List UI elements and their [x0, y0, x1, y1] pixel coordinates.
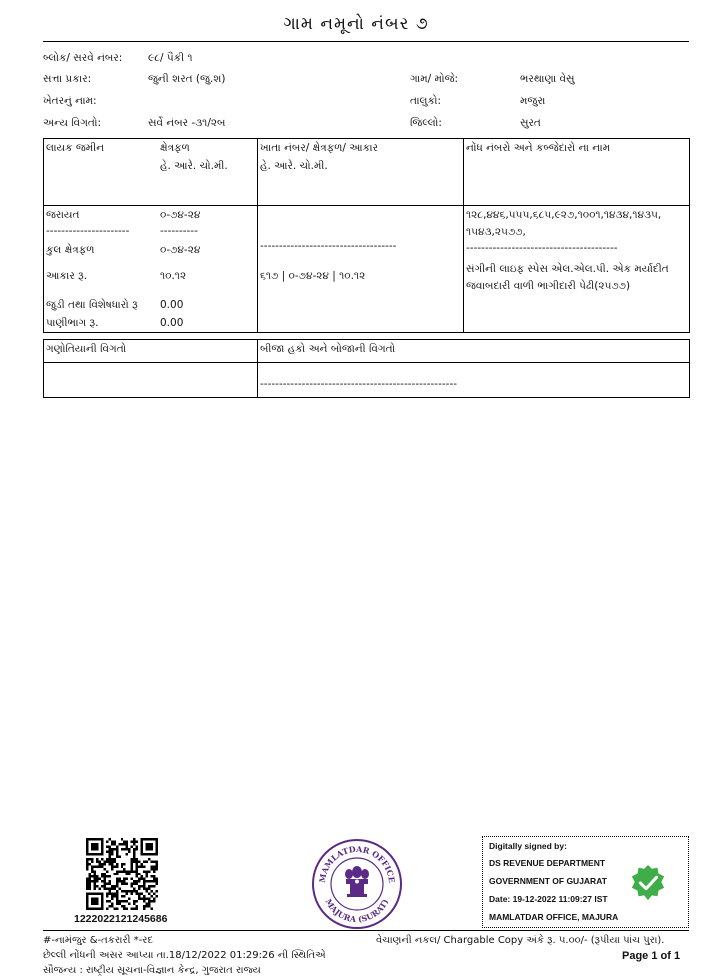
rights-header: બીજા હકો અને બોજાની વિગતો	[260, 343, 396, 355]
signature-line: Digitally signed by:	[489, 841, 567, 851]
rights-dashes: ----------------------------------------------------	[260, 378, 458, 390]
village-label: ગામ/ મોજે:	[410, 73, 459, 85]
copy-fee-text: વેચાણની નકલ/ Chargable Copy અંકે રૂ. ૫.૦૦/- (રૂપીયા પાંચ પુરા).	[376, 935, 665, 946]
tenant-header: ગણોતિયાની વિગતો	[46, 343, 127, 355]
separator-dashes: ----------------------	[46, 225, 130, 237]
khata-dashes: ------------------------------------	[260, 240, 397, 252]
other-label: અન્ય વિગતો:	[43, 117, 101, 129]
col-header-khata: ખાતા નંબર/ ક્ષેત્રફળ/ આકાર	[260, 142, 379, 154]
table-divider	[257, 339, 258, 397]
verified-check-icon	[629, 864, 667, 902]
col-header-khata-unit: હે. આરે. ચો.મી.	[260, 160, 328, 172]
judi-label: જુડી તથા વિશેષધારો રૂ	[46, 299, 138, 311]
block-value: ૯૮/ પૈકી ૧	[148, 52, 193, 64]
qr-number: 1222022121245686	[74, 913, 168, 925]
owner-name: સંગીની લાઇફ સ્પેસ એલ.એલ.પી. એક મર્યાદીત	[466, 263, 669, 275]
total-area-value: ૦-૭૪-૨૪	[160, 244, 201, 256]
land-table	[43, 138, 690, 333]
table-header-rule	[43, 362, 689, 363]
page-number: Page 1 of 1	[622, 950, 681, 962]
judi-value: 0.00	[160, 299, 184, 311]
jarayat-label: જરાયત	[46, 209, 80, 221]
col-header-land: લાયક જમીન	[46, 142, 105, 154]
separator-dashes: ----------	[160, 225, 198, 237]
district-label: જિલ્લો:	[410, 117, 442, 129]
courtesy-text: સૌજન્ય : રાષ્ટ્રીય સૂચના-વિજ્ઞાન કેન્દ્ર, ગુજરાત રાજ્ય	[43, 965, 261, 976]
legend-text: #-નામંજુર &-તકરારી *-રદ	[43, 935, 154, 946]
other-value: સર્વે નંબર -૩૧/૨બ	[148, 117, 226, 129]
signature-date: Date: 19-12-2022 11:09:27 IST	[489, 894, 608, 904]
col-header-notes: નોંધ નંબરો અને કબ્જેદારો ના નામ	[466, 142, 611, 154]
ashoka-emblem-icon	[345, 866, 369, 897]
footer-rule	[43, 930, 689, 931]
qr-code	[86, 838, 158, 910]
entry-numbers-cont: ૧૫૪૩,૨૫૭૭,	[466, 226, 526, 238]
notes-dashes: ----------------------------------------	[466, 242, 618, 254]
taluka-value: મજુરા	[520, 95, 546, 107]
field-label: ખેતરનું નામ:	[43, 95, 97, 107]
akar-label: આકાર રૂ.	[46, 270, 88, 282]
mamlatdar-seal	[311, 838, 403, 930]
block-label: બ્લોક/ સરવે નંબર:	[43, 52, 123, 64]
signature-line: DS REVENUE DEPARTMENT	[489, 858, 606, 868]
last-entry-text: છેલ્લી નોંધની અસર આપ્યા તા.18/12/2022 01:29:26 ની સ્થિતિએ	[43, 950, 326, 961]
signature-line: MAMLATDAR OFFICE, MAJURA	[489, 912, 619, 922]
tenure-label: સત્તા પ્રકાર:	[43, 73, 92, 85]
table-divider	[463, 138, 464, 332]
pani-value: 0.00	[160, 317, 184, 329]
tenure-value: જુની શરત (જુ.શ)	[148, 73, 226, 85]
seal-top-text: MAMLATDAR OFFICE	[316, 843, 398, 884]
title-underline	[43, 41, 689, 42]
village-value: ભરથાણા વેસુ	[520, 73, 575, 85]
district-value: સુરત	[520, 117, 541, 129]
signature-line: GOVERNMENT OF GUJARAT	[489, 876, 607, 886]
taluka-label: તાલુકો:	[410, 95, 442, 107]
total-area-label: કુલ ક્ષેત્રફળ	[46, 244, 95, 256]
pani-label: પાણીભાગ રૂ.	[46, 317, 99, 329]
col-header-area: ક્ષેત્રફળ	[160, 142, 190, 154]
owner-name-cont: જવાબદારી વાળી ભાગીદારી પેઢી(૨૫૭૭)	[466, 280, 631, 292]
khata-value: ૬૧૭ | ૦-૭૪-૨૪ | ૧૦.૧૨	[260, 270, 366, 282]
jarayat-value: ૦-૭૪-૨૪	[160, 209, 201, 221]
seal-bottom-text: MAJURA (SURAT)	[323, 897, 391, 925]
col-header-area-unit: હે. આરે. ચો.મી.	[160, 160, 228, 172]
entry-numbers: ૧૨૮,૪૪૬,૫૫૫,૬૮૫,૯૨૭,૧૦૦૧,૧૪૩૪,૧૪૩૫,	[466, 209, 662, 221]
akar-value: ૧૦.૧૨	[160, 270, 187, 282]
page-title: ગામ નમૂનો નંબર ૭	[283, 14, 429, 34]
table-divider	[257, 138, 258, 332]
table-header-rule	[43, 205, 689, 206]
